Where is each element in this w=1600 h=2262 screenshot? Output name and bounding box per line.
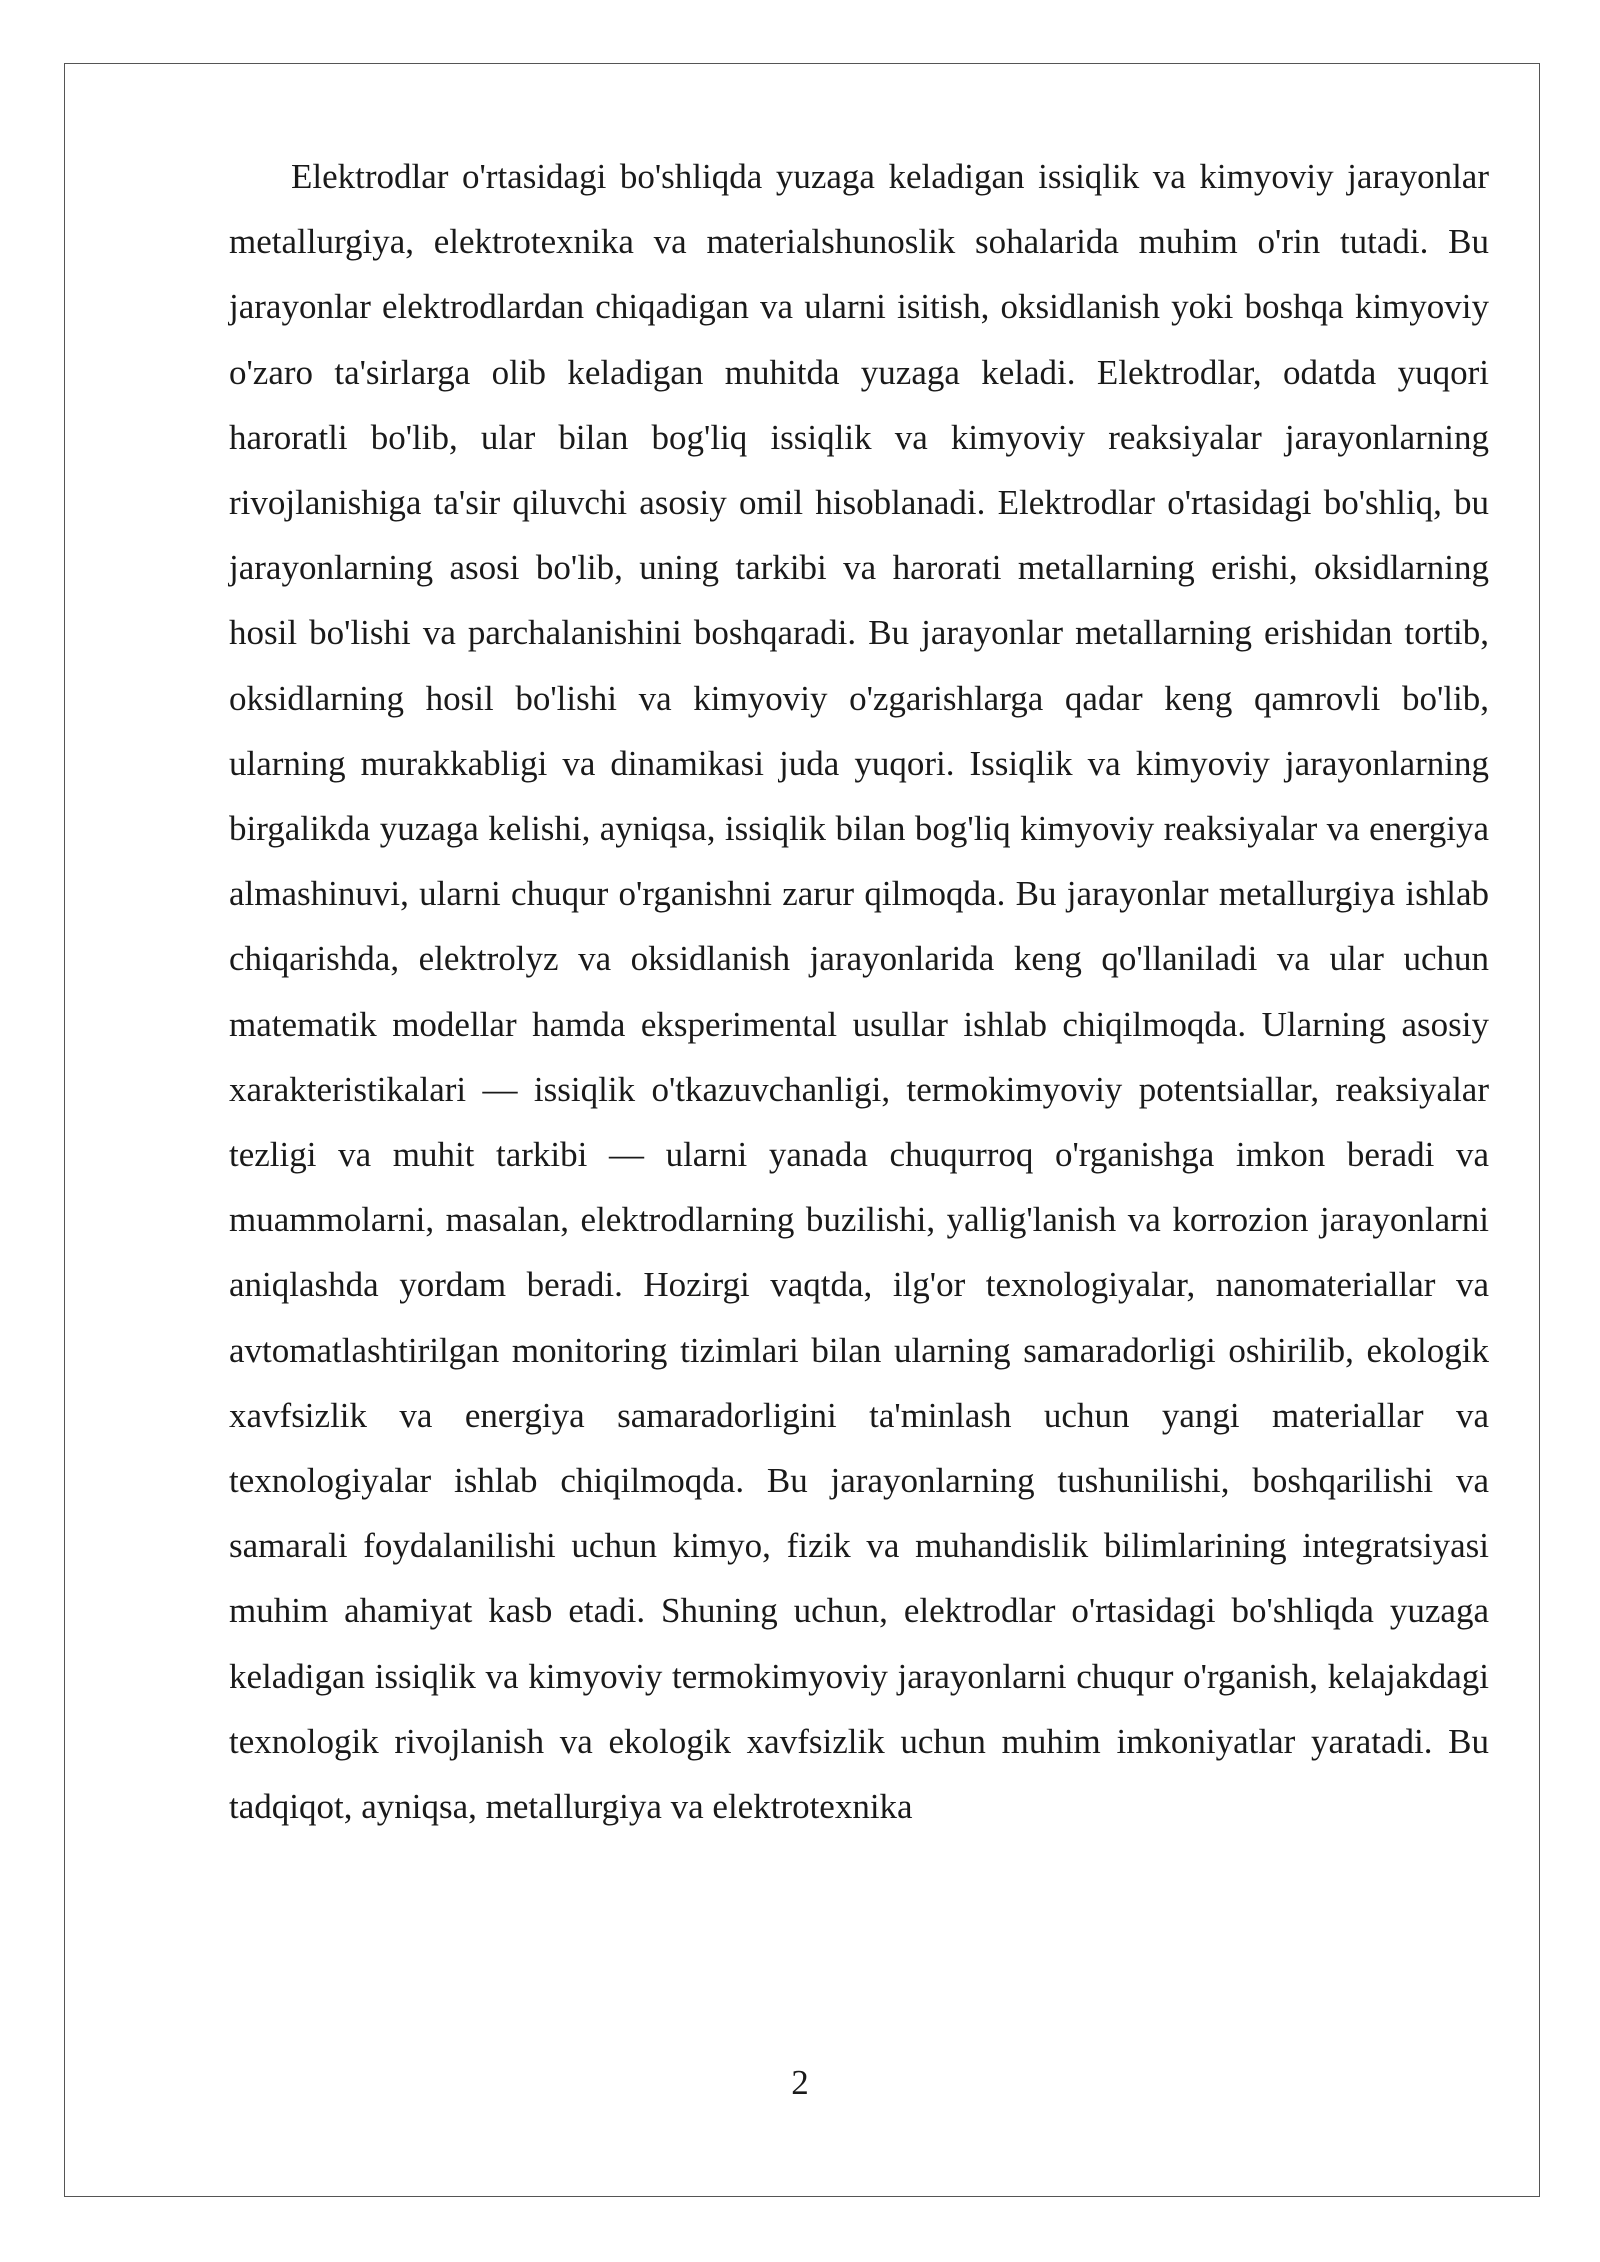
page-number: 2 bbox=[791, 2063, 809, 2102]
body-paragraph: Elektrodlar o'rtasidagi bo'shliqda yuzaga keladigan issiqlik va kimyoviy jarayonlar metallurgiya, elektrotexnika va materialshunoslik sohalarida muhim o'rin tutadi. Bu jarayonlar elektrodlardan chiqadigan va ularni isitish, oksidlanish yoki boshqa kimyoviy o'zaro ta'sirlarga olib keladigan muhitda yuzaga keladi. Elektrodlar, odatda yuqori haroratli bo'lib, ular bilan bog'liq issiqlik va kimyoviy reaksiyalar jarayonlarning rivojlanishiga ta'sir qiluvchi asosiy omil hisoblanadi. Elektrodlar o'rtasidagi bo'shliq, bu jarayonlarning asosi bo'lib, uning tarkibi va harorati metallarning erishi, oksidlarning hosil bo'lishi va parchalanishini boshqaradi. Bu jarayonlar metallarning erishidan tortib, oksidlarning hosil bo'lishi va kimyoviy o'zgarishlarga qadar keng qamrovli bo'lib, ularning murakkabligi va dinamikasi juda yuqori. Issiqlik va kimyoviy jarayonlarning birgalikda yuzaga kelishi, ayniqsa, issiqlik bilan bog'liq kimyoviy reaksiyalar va energiya almashinuvi, ularni chuqur o'rganishni zarur qilmoqda. Bu jarayonlar metallurgiya ishlab chiqarishda, elektrolyz va oksidlanish jarayonlarida keng qo'llaniladi va ular uchun matematik modellar hamda eksperimental usullar ishlab chiqilmoqda. Ularning asosiy xarakteristikalari — issiqlik o'tkazuvchanligi, termokimyoviy potentsiallar, reaksiyalar tezligi va muhit tarkibi — ularni yanada chuqurroq o'rganishga imkon beradi va muammolarni, masalan, elektrodlarning buzilishi, yallig'lanish va korrozion jarayonlarni aniqlashda yordam beradi. Hozirgi vaqtda, ilg'or texnologiyalar, nanomateriallar va avtomatlashtirilgan monitoring tizimlari bilan ularning samaradorligi oshirilib, ekologik xavfsizlik va energiya samaradorligini ta'minlash uchun yangi materiallar va texnologiyalar ishlab chiqilmoqda. Bu jarayonlarning tushunilishi, boshqarilishi va samarali foydalanilishi uchun kimyo, fizik va muhandislik bilimlarining integratsiyasi muhim ahamiyat kasb etadi. Shuning uchun, elektrodlar o'rtasidagi bo'shliqda yuzaga keladigan issiqlik va kimyoviy termokimyoviy jarayonlarni chuqur o'rganish, kelajakdagi texnologik rivojlanish va ekologik xavfsizlik uchun muhim imkoniyatlar yaratadi. Bu tadqiqot, ayniqsa, metallurgiya va elektrotexnika bbox=[229, 157, 1489, 1827]
